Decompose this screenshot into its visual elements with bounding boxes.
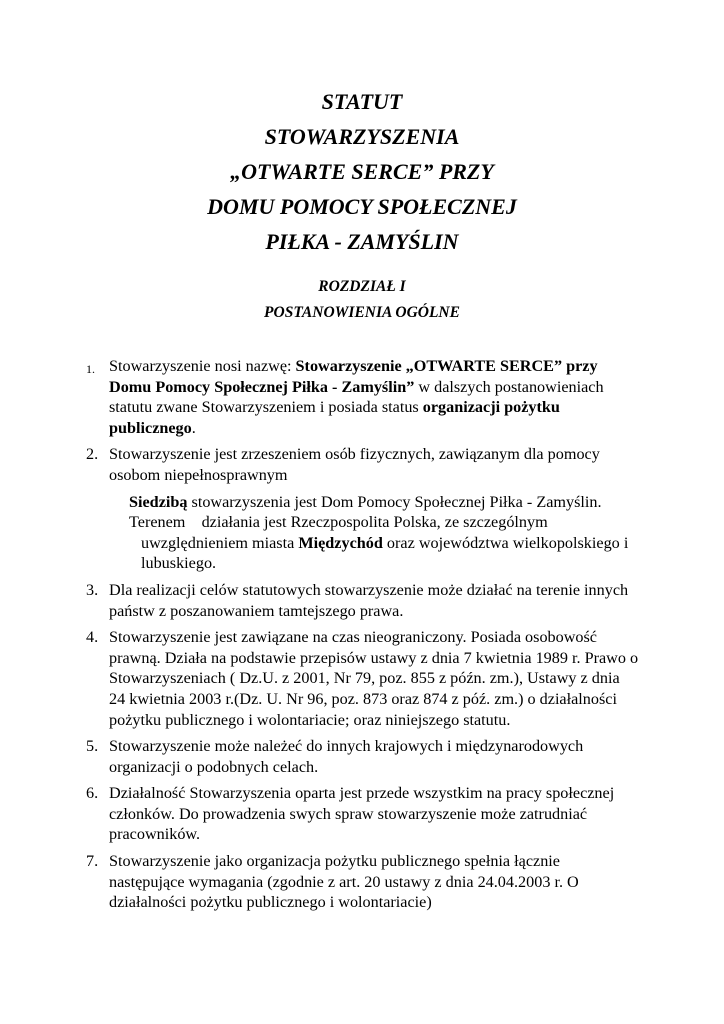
item-number: 5.: [86, 737, 99, 756]
title-line: „OTWARTE SERCE” PRZY: [230, 159, 494, 184]
document-title: [0, 84, 724, 259]
seat-label: Siedzibą: [129, 492, 188, 511]
list-item: [0, 444, 639, 574]
seat-paragraph: [109, 492, 641, 574]
list-item: [0, 736, 639, 777]
item-text: .: [191, 418, 196, 437]
item-text: Stowarzyszenie może należeć do innych krajowych i międzynarodowych organizacji o podobnych celach.: [109, 737, 584, 776]
item-text: Stowarzyszenie jest zawiązane na czas nieograniczony. Posiada osobowość prawną. Działa na podstawie przepisów ustawy z dnia 7 kwietnia 1989 r. Prawo o Stowarzyszeniach ( Dz.U. z 2001, Nr 79, poz. 855 z późn. zm.), Ustawy z dnia 24 kwietnia 2003 r.(Dz. U. Nr 96, poz. 873 oraz 874 z póź. zm.) o działalności pożytku publicznego i wolontariacie; oraz niniejszego statutu.: [109, 628, 639, 729]
seat-text: stowarzyszenia jest Dom Pomocy Społecznej Piłka - Zamyślin.: [187, 492, 602, 511]
territory-line: [129, 512, 641, 574]
city-name: Międzychód: [298, 533, 383, 552]
title-line: DOMU POMOCY SPOŁECZNEJ: [207, 194, 517, 219]
item-number: 2.: [86, 445, 99, 464]
list-item: [0, 356, 639, 438]
item-text: Stowarzyszenie nosi nazwę:: [109, 357, 296, 375]
item-text: Dla realizacji celów statutowych stowarzyszenie może działać na terenie innych państw z poszanowaniem tamtejszego prawa.: [109, 580, 629, 620]
list-item: [0, 783, 639, 845]
item-text: Stowarzyszenie jest zrzeszeniem osób fizycznych, zawiązanym dla pomocy osobom niepełnosprawnym: [109, 445, 600, 484]
provisions-list: [0, 356, 724, 919]
title-line: PIŁKA - ZAMYŚLIN: [265, 229, 459, 254]
item-text: Stowarzyszenie jako organizacja pożytku publicznego spełnia łącznie następujące wymagania (zgodnie z art. 20 ustawy z dnia 24.04.2003 r. O działalności pożytku publicznego i wolontariacie): [109, 852, 579, 912]
territory-text: oraz województwa wielkopolskiego i lubuskiego.: [141, 533, 629, 573]
item-number: 7.: [86, 852, 99, 871]
item-number: 6.: [86, 784, 99, 803]
list-item: [0, 580, 639, 621]
title-line: STATUT: [321, 89, 403, 114]
chapter-number: ROZDZIAŁ I: [318, 278, 406, 295]
list-item: [0, 851, 639, 913]
seat-line: [129, 492, 641, 513]
item-text: Działalność Stowarzyszenia oparta jest przede wszystkim na pracy społecznej członków. Do prowadzenia swych spraw stowarzyszenie może zatrudniać pracowników.: [109, 784, 615, 844]
chapter-name: POSTANOWIENIA OGÓLNE: [264, 304, 460, 321]
association-name: Stowarzyszenie „OTWARTE SERCE” przy Domu Pomocy Społecznej Piłka - Zamyślin”: [109, 357, 598, 396]
item-text: w dalszych postanowieniach statutu zwane Stowarzyszeniem i posiada status: [109, 377, 604, 417]
item-number: 1.: [86, 362, 95, 376]
item-number: 4.: [86, 628, 99, 647]
chapter-heading: [0, 274, 724, 326]
territory-text: Terenem działania jest Rzeczpospolita Polska, ze szczególnym uwzględnieniem miasta: [129, 513, 552, 552]
title-line: STOWARZYSZENIA: [264, 124, 460, 149]
status-text: organizacji pożytku publicznego: [109, 398, 560, 437]
list-item: [0, 627, 639, 730]
item-number: 3.: [86, 580, 99, 599]
